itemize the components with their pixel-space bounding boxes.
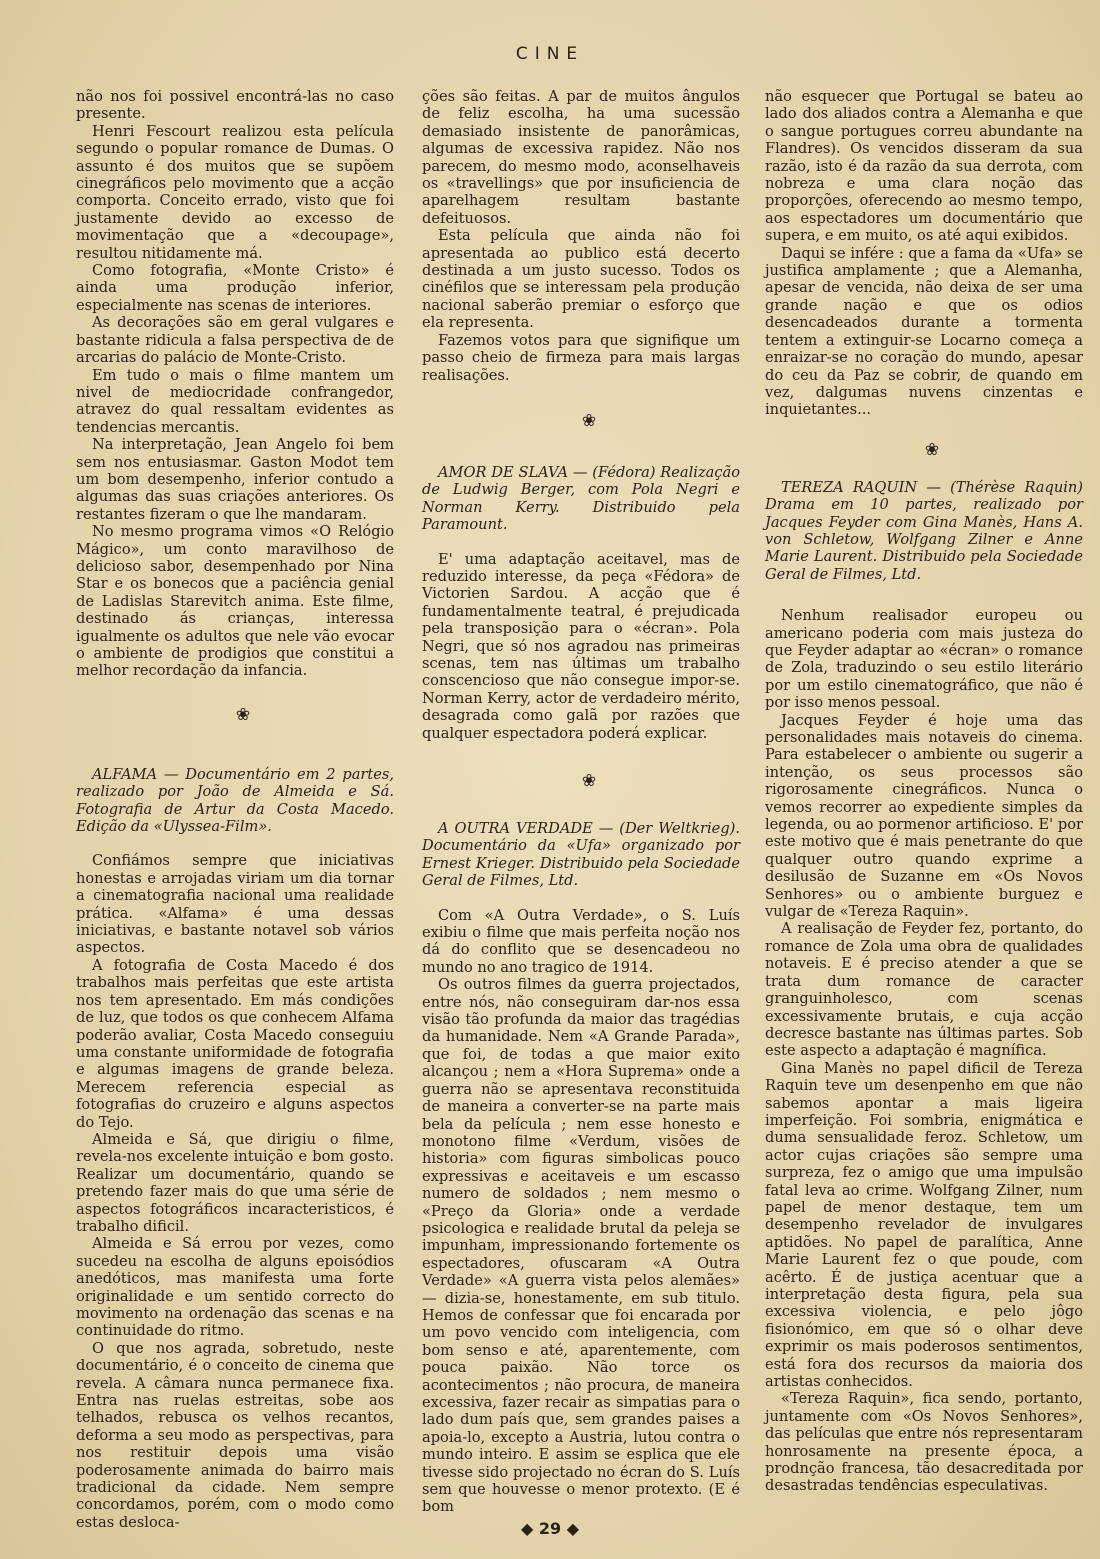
paragraph: A fotografia de Costa Macedo é dos trabalhos mais perfeitas que este artista nos tem apresentado. Em más condições de luz, que todos os que conhecem Alfama poderão avaliar, Costa Macedo conseguiu uma constante uniformidade de fotografia e algumas imagens de grande beleza. Merecem referencia especial as fotografias do cruzeiro e alguns aspectos do Tejo.	[76, 956, 394, 1131]
ornament-icon: ❀	[581, 410, 597, 431]
ornament-icon: ❀	[581, 771, 597, 791]
ornament-icon: ❀	[924, 439, 940, 460]
paragraph: Em tudo o mais o filme mantem um nivel de mediocridade confrangedor, atravez do qual ressaltam evidentes as tendencias mercantis.	[76, 366, 394, 436]
paragraph: «Tereza Raquin», fica sendo, portanto, juntamente com «Os Novos Senhores», das películas que entre nós representaram honrosamente na presente época, a prodnção francesa, tão desacreditada por desastradas tendências especulativas.	[765, 1390, 1083, 1495]
paragraph: Confiámos sempre que iniciativas honestas e arrojadas viriam um dia tornar a cinematografia nacional uma realidade prática. «Alfama» é uma dessas iniciativas, e bastante notavel sob vários aspectos.	[76, 852, 394, 957]
ornament-icon: ❀	[235, 704, 251, 725]
paragraph: ções são feitas. A par de muitos ângulos de feliz escolha, ha uma sucessão demasiado insistente de panorâmicas, algumas de excessiva rapidez. Não nos parecem, do mesmo modo, aconselhaveis os «travellings» que por insuficiencia de aparelhagem resultam bastante defeituosos.	[422, 88, 740, 227]
paragraph: O que nos agrada, sobretudo, neste documentário, é o conceito de cinema que revela. A câmara nunca permanece fixa. Entra nas ruelas estreitas, sobe aos telhados, rebusca os velhos recantos, deforma a seu modo as perspectivas, para nos restituir depois uma visão poderosamente animada do bairro mais tradicional da cidade. Nem sempre concordamos, porém, com o modo como estas desloca-	[76, 1339, 394, 1531]
review-title-a-outra-verdade: A OUTRA VERDADE — (Der Weltkrieg). Documentário da «Ufa» organizado por Ernest Krieger. Distribuido pela Sociedade Geral de Filmes, Ltd.	[422, 820, 740, 890]
paragraph: Gina Manès no papel dificil de Tereza Raquin teve um desenpenho em que não sabemos apontar a mais ligeira imperfeição. Foi sombria, enigmática e duma sensualidade feroz. Schletow, um actor cujas criações são sempre uma surpreza, fez o amigo que uma impulsão fatal leva ao crime. Wolfgang Zilner, num papel de menor destaque, tem um desempenho revelador de invulgares aptidões. No papel de paralítica, Anne Marie Laurent fez o que poude, com acêrto. É de justiça acentuar que a interpretação desta figura, pela sua excessiva violencia, e pelo jôgo fisionómico, em que só o olhar deve exprimir os mais poderosos sentimentos, está fora dos recursos da maioria dos artistas conhecidos.	[765, 1059, 1083, 1391]
page-number: ◆ 29 ◆	[520, 1519, 579, 1538]
paragraph: Daqui se infére : que a fama da «Ufa» se justifica amplamente ; que a Alemanha, apesar de vencida, não deixa de ser uma grande nação e que os odios desencadeados durante a tormenta tentem a extinguir-se Locarno começa a enraizar-se no coração do mundo, apesar do ceu da Paz se cobrir, de quando em vez, dalgumas nuvens cinzentas e inquietantes...	[765, 244, 1083, 419]
page-header: CINE	[515, 44, 585, 64]
paragraph: Com «A Outra Verdade», o S. Luís exibiu o filme que mais perfeita noção nos dá do conflito que se desencadeou no mundo no ano tragico de 1914.	[422, 906, 740, 976]
paragraph: Fazemos votos para que signifique um passo cheio de firmeza para mais largas realisações.	[422, 331, 740, 384]
paragraph: não nos foi possivel encontrá-las no caso presente.	[76, 88, 394, 123]
paragraph: Jacques Feyder é hoje uma das personalidades mais notaveis do cinema. Para estabelecer o ambiente ou sugerir a intenção, os seus processos são rigorosamente cinegráficos. Nunca o vemos recorrer ao expediente simples da legenda, ou ao pormenor artificioso. E' por este motivo que é mais penetrante do que qualquer outro quando exprime a desilusão de Suzanne em «Os Novos Senhores» ou o ambiente burguez e vulgar de «Tereza Raquin».	[765, 711, 1083, 921]
paragraph: Henri Fescourt realizou esta película segundo o popular romance de Dumas. O assunto é dos muitos que se supõem cinegráficos pelo movimento que a acção comporta. Conceito errado, visto que foi justamente devido ao excesso de movimentação que a «decoupage», resultou nitidamente má.	[76, 122, 394, 262]
review-title-amor-de-slava: AMOR DE SLAVA — (Fédora) Realização de Ludwig Berger, com Pola Negri e Norman Kerry. Distribuido pela Paramount.	[422, 463, 740, 534]
paragraph: não esquecer que Portugal se bateu ao lado dos aliados contra a Alemanha e que o sangue portugues correu abundante na Flandres). Os vencidos disseram da sua razão, isto é da razão da sua derrota, com nobreza e uma clara noção das proporções, oferecendo ao mesmo tempo, aos espectadores um documentário que supera, e em muito, os até aqui exibidos.	[765, 88, 1083, 245]
review-title-alfama: ALFAMA — Documentário em 2 partes, realizado por João de Almeida e Sá. Fotografia de Artur da Costa Macedo. Edição da «Ulyssea-Film».	[76, 765, 394, 836]
paragraph: Almeida e Sá, que dirigiu o filme, revela-nos excelente intuição e bom gosto. Realizar um documentário, quando se pretendo fazer mais do que uma série de aspectos fotográficos incaracteristicos, é trabalho dificil.	[76, 1130, 394, 1235]
paragraph: Na interpretação, Jean Angelo foi bem sem nos entusiasmar. Gaston Modot tem um bom desempenho, inferior contudo a algumas das suas criações anteriores. Os restantes fizeram o que lhe mandaram.	[76, 436, 394, 523]
paragraph: No mesmo programa vimos «O Relógio Mágico», um conto maravilhoso de delicioso sabor, desempenhado por Nina Star e os bonecos que a paciência genial de Ladislas Starevitch anima. Este filme, destinado ás crianças, interessa igualmente os adultos que nele vão evocar o ambiente de prodigios que constitui a melhor recordação da infancia.	[76, 523, 394, 680]
column-2	[422, 88, 740, 1516]
paragraph: As decorações são em geral vulgares e bastante ridicula a falsa perspectiva de de arcarias do palácio de Monte-Cristo.	[76, 314, 394, 367]
paragraph: Nenhum realisador europeu ou americano poderia com mais justeza do que Feyder adaptar ao «écran» o romance de Zola, traduzindo o seu estilo literário por um estilo cinematográfico, que não é por isso menos pessoal.	[765, 607, 1083, 712]
paragraph: E' uma adaptação aceitavel, mas de reduzido interesse, da peça «Fédora» de Victorien Sardou. A acção que é fundamentalmente teatral, é prejudicada pela transposição para o «écran». Pola Negri, que só nos agradou nas primeiras scenas, tem nas últimas um trabalho conscencioso que não consegue impor-se. Norman Kerry, actor de verdadeiro mérito, desagrada como galã por razões que qualquer espectadora poderá explicar.	[422, 550, 740, 742]
paragraph: Almeida e Sá errou por vezes, como sucedeu na escolha de alguns epoisódios anedóticos, mas manifesta uma forte originalidade e um sentido correcto do movimento na ordenação das scenas e na continuidade do ritmo.	[76, 1235, 394, 1340]
paragraph: Como fotografia, «Monte Cristo» é ainda uma produção inferior, especialmente nas scenas de interiores.	[76, 262, 394, 314]
paragraph: A realisação de Feyder fez, portanto, do romance de Zola uma obra de qualidades notaveis. E é preciso atender a que se trata dum romance de caracter granguinholesco, com scenas excessivamente brutais, e cuja acção decresce bastante nas últimas partes. Sob este aspecto a adaptação é magnífica.	[765, 920, 1083, 1060]
review-title-tereza-raquin: TEREZA RAQUIN — (Thérèse Raquin) Drama em 10 partes, realizado por Jacques Feyder com Gina Manès, Hans A. von Schletow, Wolfgang Zilner e Anne Marie Laurent. Distribuido pela Sociedade Geral de Filmes, Ltd.	[765, 478, 1083, 583]
column-3	[765, 88, 1083, 1495]
paragraph: Esta película que ainda não foi apresentada ao publico está decerto destinada a um justo sucesso. Todos os cinéfilos que se interessam pela produção nacional saberão premiar o esforço que ela representa.	[422, 227, 740, 332]
paragraph: Os outros filmes da guerra projectados, entre nós, não conseguiram dar-nos essa visão tão profunda da maior das tragédias da humanidade. Nem «A Grande Parada», que foi, de todas a que maior exito alcançou ; nem a «Hora Suprema» onde a guerra não se apresentava reconstituida de maneira a converter-se na parte mais bela da película ; nem esse honesto e monotono filme «Verdum, visões de historia» com figuras simbolicas pouco expressivas e aceitaveis e um escasso numero de soldados ; nem mesmo o «Preço da Gloria» onde a verdade psicologica e realidade brutal da peleja se impunham, impressionando fortemente os espectadores, ofuscaram «A Outra Verdade» «A guerra vista pelos alemães» — dizia-se, honestamente, em sub titulo. Hemos de confessar que foi encarada por um povo vencido com inteligencia, com bom senso e até, aparentemente, com pouca paixão. Não torce os acontecimentos ; não procura, de maneira excessiva, fazer recair as simpatias para o lado dum país que, sem grandes paises a apoia-lo, excepto a Austria, lutou contra o mundo inteiro. E assim se esplica que ele tivesse sido projectado no écran do S. Luís sem que houvesse o menor protexto. (E é bom	[422, 976, 740, 1516]
column-1	[76, 88, 394, 1531]
